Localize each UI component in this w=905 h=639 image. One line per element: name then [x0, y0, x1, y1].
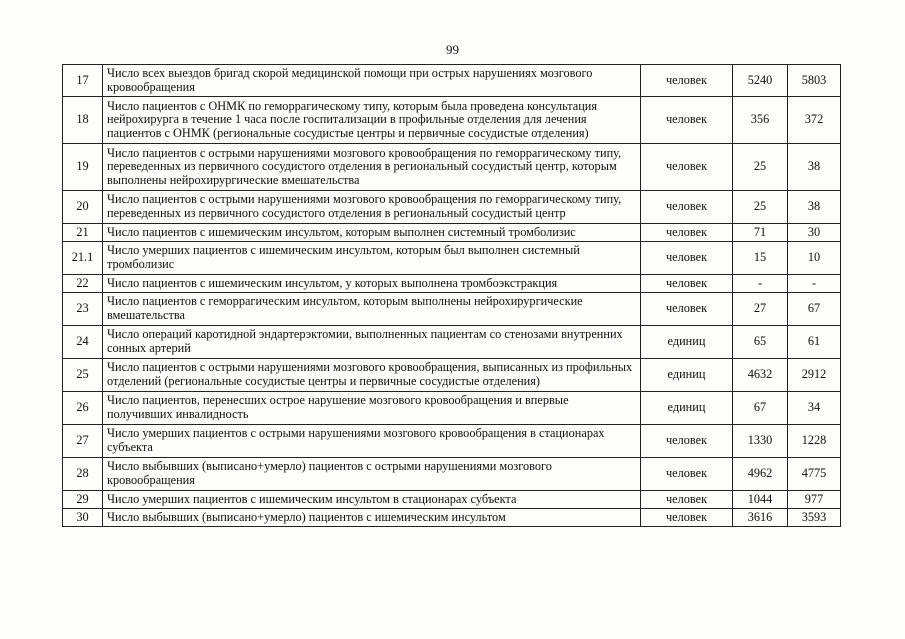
- indicator-description-cell: Число операций каротидной эндартерэктомии, выполненных пациентам со стенозами внутренних сонных артерий: [103, 326, 641, 359]
- value-1-cell: 4632: [733, 359, 788, 392]
- unit-cell: человек: [641, 425, 733, 458]
- row-number-cell: 26: [63, 392, 103, 425]
- indicator-description-cell: Число пациентов с острыми нарушениями мозгового кровообращения, выписанных из профильных отделений (региональные сосудистые центры и первичные сосудистые отделения): [103, 359, 641, 392]
- value-1-cell: -: [733, 275, 788, 293]
- indicator-description-cell: Число пациентов с острыми нарушениями мозгового кровообращения по геморрагическому типу, переведенных из первичного сосудистого отделения в региональный сосудистый центр: [103, 191, 641, 224]
- value-2-cell: 38: [788, 144, 841, 191]
- table-row: [63, 144, 841, 191]
- value-1-cell: 25: [733, 191, 788, 224]
- row-number-cell: 17: [63, 65, 103, 97]
- value-2-cell: 5803: [788, 65, 841, 97]
- row-number-cell: 28: [63, 458, 103, 491]
- value-2-cell: 10: [788, 242, 841, 275]
- indicator-description-cell: Число пациентов с геморрагическим инсультом, которым выполнены нейрохирургические вмешательства: [103, 293, 641, 326]
- page-number: 99: [446, 42, 459, 57]
- value-2-cell: 2912: [788, 359, 841, 392]
- unit-cell: человек: [641, 491, 733, 509]
- value-2-cell: 1228: [788, 425, 841, 458]
- table-row: [63, 224, 841, 242]
- unit-cell: человек: [641, 242, 733, 275]
- value-1-cell: 65: [733, 326, 788, 359]
- value-2-cell: 61: [788, 326, 841, 359]
- unit-cell: человек: [641, 65, 733, 97]
- value-2-cell: 977: [788, 491, 841, 509]
- indicator-description-cell: Число пациентов с ОНМК по геморрагическому типу, которым была проведена консультация нейрохирурга в течение 1 часа после госпитализации в профильные отделения для лечения пациентов с ОНМК (региональные сосудистые центры и первичные сосудистые отделения): [103, 97, 641, 144]
- table-row: [63, 97, 841, 144]
- value-1-cell: 5240: [733, 65, 788, 97]
- value-2-cell: 67: [788, 293, 841, 326]
- table-row: [63, 191, 841, 224]
- indicator-description-cell: Число пациентов с ишемическим инсультом, которым выполнен системный тромболизис: [103, 224, 641, 242]
- unit-cell: человек: [641, 293, 733, 326]
- row-number-cell: 25: [63, 359, 103, 392]
- table-row: [63, 293, 841, 326]
- indicator-description-cell: Число выбывших (выписано+умерло) пациентов с острыми нарушениями мозгового кровообращения: [103, 458, 641, 491]
- unit-cell: человек: [641, 275, 733, 293]
- row-number-cell: 18: [63, 97, 103, 144]
- value-1-cell: 25: [733, 144, 788, 191]
- table-body: [63, 65, 841, 527]
- value-1-cell: 71: [733, 224, 788, 242]
- value-2-cell: -: [788, 275, 841, 293]
- table-row: [63, 425, 841, 458]
- row-number-cell: 21.1: [63, 242, 103, 275]
- table-row: [63, 509, 841, 527]
- indicator-description-cell: Число пациентов, перенесших острое нарушение мозгового кровообращения и впервые получивших инвалидность: [103, 392, 641, 425]
- value-2-cell: 34: [788, 392, 841, 425]
- table-row: [63, 491, 841, 509]
- value-2-cell: 4775: [788, 458, 841, 491]
- indicator-description-cell: Число всех выездов бригад скорой медицинской помощи при острых нарушениях мозгового кровообращения: [103, 65, 641, 97]
- unit-cell: единиц: [641, 359, 733, 392]
- indicator-description-cell: Число умерших пациентов с острыми нарушениями мозгового кровообращения в стационарах субъекта: [103, 425, 641, 458]
- unit-cell: человек: [641, 144, 733, 191]
- unit-cell: человек: [641, 458, 733, 491]
- row-number-cell: 27: [63, 425, 103, 458]
- row-number-cell: 22: [63, 275, 103, 293]
- indicator-description-cell: Число пациентов с ишемическим инсультом, у которых выполнена тромбоэкстракция: [103, 275, 641, 293]
- unit-cell: человек: [641, 97, 733, 144]
- indicator-description-cell: Число умерших пациентов с ишемическим инсультом, которым был выполнен системный тромболизис: [103, 242, 641, 275]
- value-2-cell: 30: [788, 224, 841, 242]
- table-row: [63, 458, 841, 491]
- value-1-cell: 1044: [733, 491, 788, 509]
- table-row: [63, 359, 841, 392]
- value-1-cell: 15: [733, 242, 788, 275]
- value-2-cell: 3593: [788, 509, 841, 527]
- row-number-cell: 24: [63, 326, 103, 359]
- unit-cell: единиц: [641, 326, 733, 359]
- row-number-cell: 30: [63, 509, 103, 527]
- unit-cell: человек: [641, 224, 733, 242]
- data-table: [62, 64, 841, 527]
- value-1-cell: 1330: [733, 425, 788, 458]
- row-number-cell: 20: [63, 191, 103, 224]
- value-2-cell: 372: [788, 97, 841, 144]
- row-number-cell: 21: [63, 224, 103, 242]
- value-1-cell: 3616: [733, 509, 788, 527]
- value-1-cell: 356: [733, 97, 788, 144]
- table-row: [63, 275, 841, 293]
- indicator-description-cell: Число пациентов с острыми нарушениями мозгового кровообращения по геморрагическому типу, переведенных из первичного сосудистого отделения в региональный сосудистый центр, которым выполнены нейрохирургические вмешательства: [103, 144, 641, 191]
- unit-cell: человек: [641, 509, 733, 527]
- value-2-cell: 38: [788, 191, 841, 224]
- indicator-description-cell: Число выбывших (выписано+умерло) пациентов с ишемическим инсультом: [103, 509, 641, 527]
- table-row: [63, 242, 841, 275]
- indicator-description-cell: Число умерших пациентов с ишемическим инсультом в стационарах субъекта: [103, 491, 641, 509]
- table-row: [63, 326, 841, 359]
- unit-cell: человек: [641, 191, 733, 224]
- value-1-cell: 67: [733, 392, 788, 425]
- row-number-cell: 29: [63, 491, 103, 509]
- value-1-cell: 4962: [733, 458, 788, 491]
- unit-cell: единиц: [641, 392, 733, 425]
- table-row: [63, 65, 841, 97]
- value-1-cell: 27: [733, 293, 788, 326]
- table-row: [63, 392, 841, 425]
- row-number-cell: 19: [63, 144, 103, 191]
- row-number-cell: 23: [63, 293, 103, 326]
